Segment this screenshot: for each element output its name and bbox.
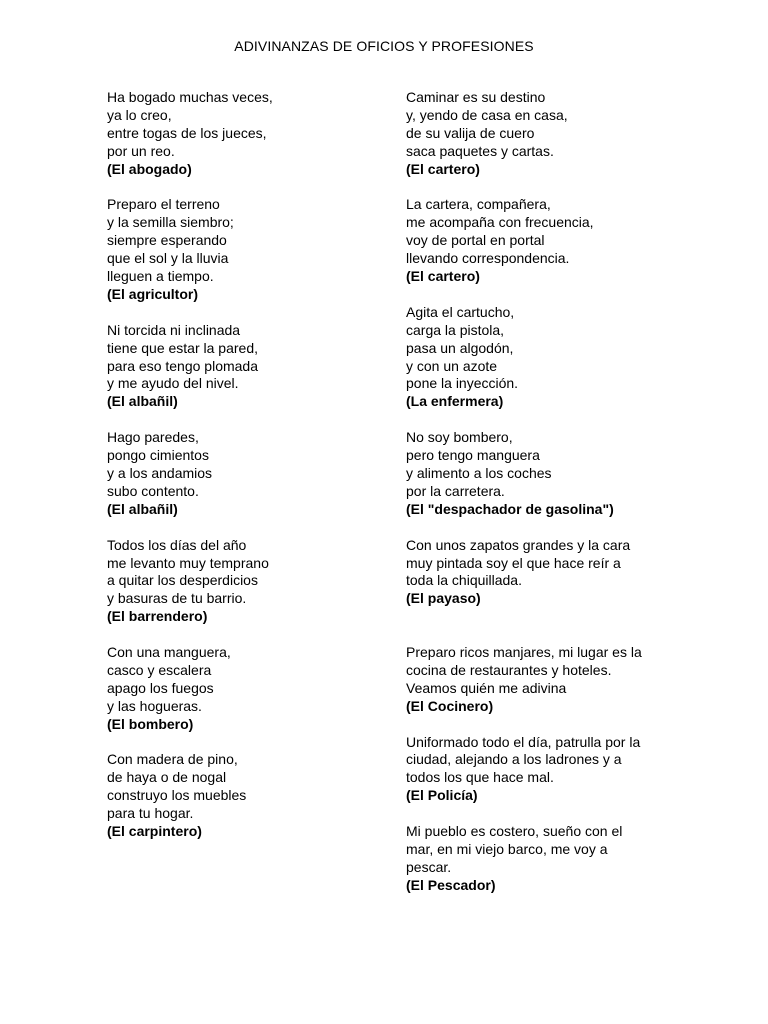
riddle-line: y basuras de tu barrio. [107,590,247,607]
riddle-line: por un reo. [107,142,175,159]
riddle-answer: (El Cocinero) [406,697,494,714]
riddle-line: pone la inyección. [406,375,519,392]
riddle-line: carga la pistola, [406,321,505,338]
right-column [406,89,668,895]
riddle-line: me acompaña con frecuencia, [406,214,594,231]
riddle-answer: (El albañil) [107,500,178,517]
riddle-line: y me ayudo del nivel. [107,375,239,392]
riddle-line: No soy bombero, [406,429,513,446]
riddle-line: a quitar los desperdicios [107,572,258,589]
riddle-line: apago los fuegos [107,679,214,696]
riddle-line: casco y escalera [107,661,212,678]
riddle-line: Veamos quién me adivina [406,679,567,696]
riddle-line: muy pintada soy el que hace reír a [406,554,621,571]
riddle-answer: (El cartero) [406,160,480,177]
riddle-line: ciudad, alejando a los ladrones y a [406,751,622,768]
riddle-cartero-2 [406,196,668,286]
page-title: ADIVINANZAS DE OFICIOS Y PROFESIONES [234,38,534,54]
riddle-despachador [406,429,668,519]
riddle-payaso [406,537,668,609]
riddle-line: Con una manguera, [107,644,231,661]
riddle-line: Preparo ricos manjares, mi lugar es la [406,644,642,661]
riddle-bombero [107,644,387,734]
riddle-answer: (El cartero) [406,268,480,285]
riddle-line: Mi pueblo es costero, sueño con el [406,823,623,840]
riddle-line: para tu hogar. [107,805,194,822]
riddle-line: y alimento a los coches [406,464,552,481]
riddle-answer: (El albañil) [107,393,178,410]
riddle-line: Hago paredes, [107,429,199,446]
riddle-line: Ha bogado muchas veces, [107,89,273,105]
riddle-enfermera [406,304,668,411]
riddle-carpintero [107,751,387,841]
riddle-line: por la carretera. [406,482,505,499]
riddle-line: voy de portal en portal [406,232,545,249]
riddle-line: lleguen a tiempo. [107,268,214,285]
riddle-abogado [107,89,387,179]
riddle-answer: (El Policía) [406,787,478,804]
riddle-answer: (El "despachador de gasolina") [406,500,614,517]
riddle-pescador [406,823,668,895]
riddle-cartero-1 [406,89,668,179]
riddle-line: ya lo creo, [107,106,172,123]
riddle-answer: (El agricultor) [107,285,199,302]
riddle-line: llevando correspondencia. [406,250,570,267]
riddle-line: pescar. [406,858,452,875]
riddle-line: y a los andamios [107,464,213,481]
riddle-line: siempre esperando [107,232,227,249]
riddle-answer: (El abogado) [107,160,192,177]
riddle-line: pasa un algodón, [406,339,514,356]
riddle-line: pongo cimientos [107,447,209,464]
riddle-line: cocina de restaurantes y hoteles. [406,661,612,678]
riddle-answer: (El Pescador) [406,876,496,893]
riddle-line: para eso tengo plomada [107,357,258,374]
riddle-policia [406,734,668,806]
riddle-line: todos los que hace mal. [406,769,554,786]
riddle-line: subo contento. [107,482,199,499]
riddle-line: Con madera de pino, [107,751,238,768]
riddle-answer: (El payaso) [406,590,481,607]
riddle-line: y la semilla siembro; [107,214,234,231]
riddle-answer: (El barrendero) [107,608,208,625]
riddle-line: Uniformado todo el día, patrulla por la [406,733,641,750]
riddle-answer: (El carpintero) [107,823,202,840]
riddle-line: me levanto muy temprano [107,554,269,571]
riddle-line: Preparo el terreno [107,196,220,213]
riddle-line: Ni torcida ni inclinada [107,321,241,338]
riddle-line: y las hogueras. [107,697,202,714]
riddle-line: de su valija de cuero [406,124,535,141]
riddle-line: Con unos zapatos grandes y la cara [406,536,631,553]
riddle-answer: (La enfermera) [406,393,504,410]
riddle-agricultor [107,196,387,303]
riddle-line: y, yendo de casa en casa, [406,106,568,123]
riddle-answer: (El bombero) [107,715,194,732]
riddle-line: construyo los muebles [107,787,247,804]
riddle-line: La cartera, compañera, [406,196,551,213]
riddle-line: tiene que estar la pared, [107,339,258,356]
riddle-line: que el sol y la lluvia [107,250,229,267]
riddle-barrendero [107,537,387,627]
riddle-line: Agita el cartucho, [406,303,515,320]
riddle-line: Todos los días del año [107,536,247,553]
riddle-line: toda la chiquillada. [406,572,522,589]
riddle-albanil-2 [107,429,387,519]
left-column [107,89,387,841]
riddle-line: mar, en mi viejo barco, me voy a [406,840,608,857]
riddle-line: y con un azote [406,357,498,374]
riddle-albanil-1 [107,322,387,412]
riddle-line: entre togas de los jueces, [107,124,267,141]
riddle-line: Caminar es su destino [406,89,546,105]
riddle-line: saca paquetes y cartas. [406,142,554,159]
riddle-line: de haya o de nogal [107,769,227,786]
riddle-cocinero [406,644,668,716]
riddle-line: pero tengo manguera [406,447,540,464]
